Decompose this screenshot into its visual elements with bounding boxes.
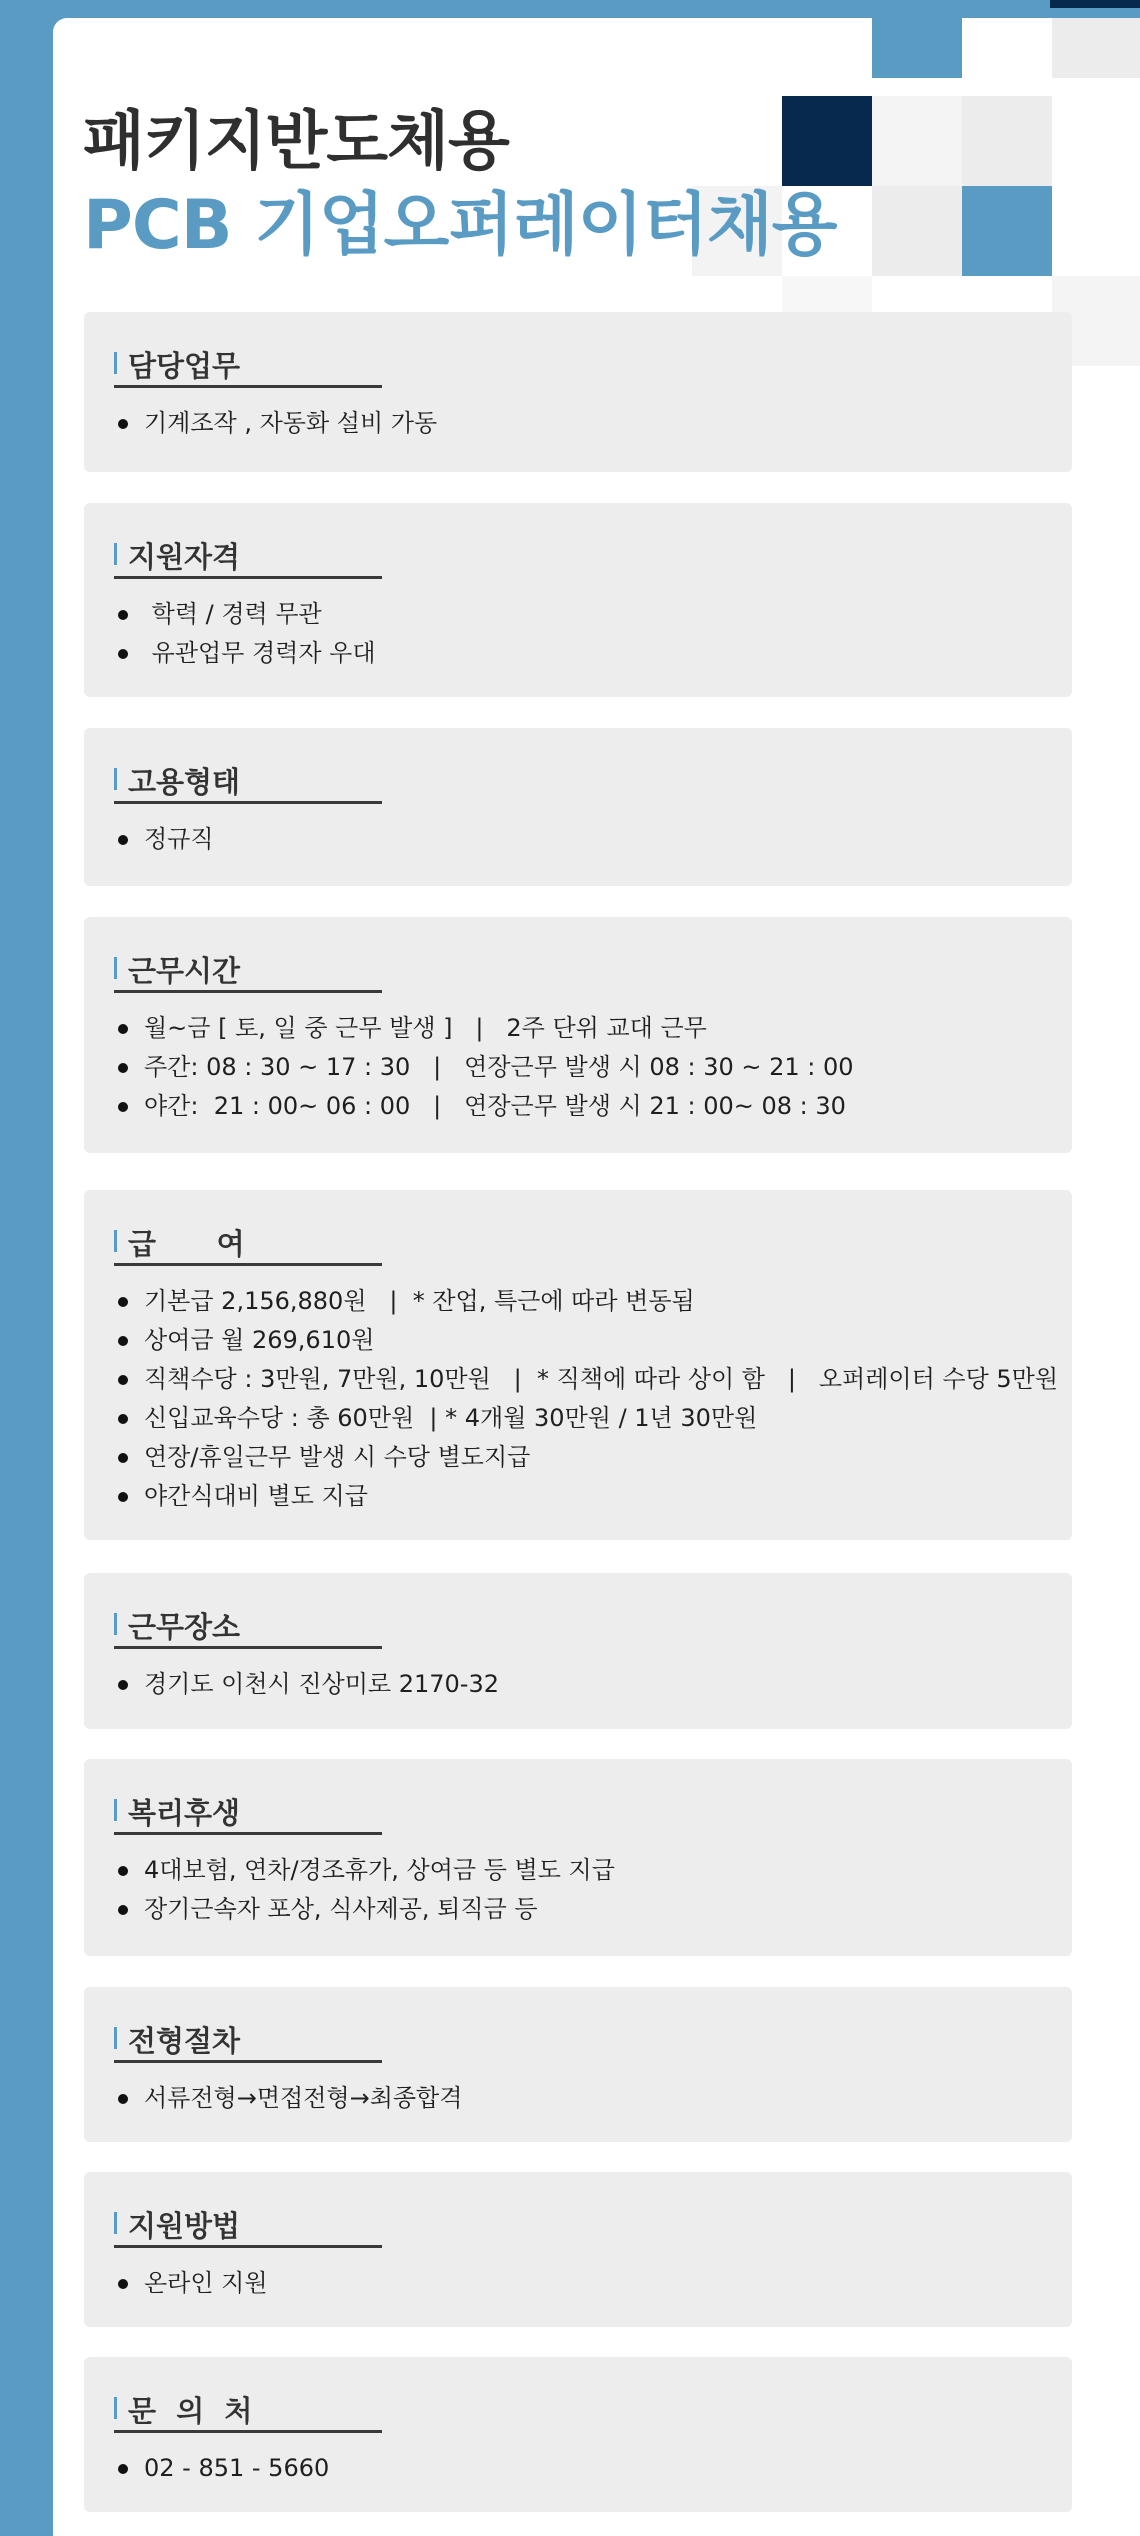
list-item: 서류전형→면접전형→최종합격 (114, 2079, 462, 2118)
section-title: 근무시간 (128, 954, 241, 988)
heading-marker (114, 2397, 117, 2419)
list-item: 야간: 21 : 00~ 06 : 00 | 연장근무 발생 시 21 : 00~ 08 : 30 (114, 1087, 854, 1126)
section-card-employment-type (84, 728, 1072, 886)
list-item: 직책수당 : 3만원, 7만원, 10만원 | * 직책에 따라 상이 함 | 오퍼레이터 수당 5만원 (114, 1360, 1058, 1399)
heading-marker (114, 543, 117, 565)
list-item: 4대보험, 연차/경조휴가, 상여금 등 별도 지급 (114, 1851, 615, 1890)
section-heading (114, 531, 382, 579)
headline-line-2: PCB 기업오퍼레이터채용 (83, 186, 837, 265)
section-heading (114, 756, 382, 804)
section-heading (114, 340, 382, 388)
section-title: 담당업무 (128, 349, 241, 383)
section-heading (114, 945, 382, 993)
decor-tile (1052, 18, 1140, 78)
list-item: 연장/휴일근무 발생 시 수당 별도지급 (114, 1438, 1058, 1477)
section-title: 지원자격 (128, 540, 241, 574)
poster-panel (53, 18, 1140, 2536)
list-item: 경기도 이천시 진상미로 2170-32 (114, 1665, 499, 1704)
section-title: 근무장소 (128, 1610, 241, 1644)
section-card-contact (84, 2357, 1072, 2512)
decor-tile (962, 186, 1052, 276)
decor-tile (872, 18, 962, 78)
section-heading (114, 1218, 382, 1266)
heading-marker (114, 768, 117, 790)
list-item: 기계조작 , 자동화 설비 가동 (114, 404, 437, 443)
decor-tile (962, 96, 1052, 186)
list-item: 장기근속자 포상, 식사제공, 퇴직금 등 (114, 1890, 615, 1929)
list-item: 온라인 지원 (114, 2264, 268, 2303)
section-list (114, 1851, 615, 1929)
list-item: 상여금 월 269,610원 (114, 1321, 1058, 1360)
decor-tile (872, 96, 962, 186)
section-heading (114, 2015, 382, 2063)
list-item: 월~금 [ 토, 일 중 근무 발생 ] | 2주 단위 교대 근무 (114, 1009, 854, 1048)
decor-tile (872, 186, 962, 276)
section-list (114, 404, 437, 443)
section-heading (114, 1787, 382, 1835)
section-list (114, 820, 214, 859)
heading-marker (114, 1799, 117, 1821)
headline-line-1: 패키지반도체용 (83, 105, 509, 179)
top-navy-strip (1050, 0, 1140, 8)
section-title: 전형절차 (128, 2024, 241, 2058)
section-list (114, 595, 376, 673)
list-item: 주간: 08 : 30 ~ 17 : 30 | 연장근무 발생 시 08 : 30 ~ 21 : 00 (114, 1048, 854, 1087)
section-list (114, 2264, 268, 2303)
section-list (114, 1282, 1058, 1516)
section-card-work-location (84, 1573, 1072, 1729)
section-heading (114, 1601, 382, 1649)
list-item: 기본급 2,156,880원 | * 잔업, 특근에 따라 변동됨 (114, 1282, 1058, 1321)
heading-marker (114, 1230, 117, 1252)
section-card-benefits (84, 1759, 1072, 1956)
list-item: 02 - 851 - 5660 (114, 2449, 329, 2488)
heading-marker (114, 352, 117, 374)
section-title: 급 여 (128, 1227, 245, 1261)
section-heading (114, 2385, 382, 2433)
list-item: 정규직 (114, 820, 214, 859)
list-item: 유관업무 경력자 우대 (114, 634, 376, 673)
section-heading (114, 2200, 382, 2248)
heading-marker (114, 957, 117, 979)
top-accent-bar (0, 0, 1140, 16)
list-item: 신입교육수당 : 총 60만원 | * 4개월 30만원 / 1년 30만원 (114, 1399, 1058, 1438)
list-item: 야간식대비 별도 지급 (114, 1477, 1058, 1516)
decor-tile (962, 18, 1052, 78)
section-title: 문 의 처 (128, 2394, 253, 2428)
section-list (114, 2449, 329, 2488)
section-card-work-hours (84, 917, 1072, 1153)
section-card-how-to-apply (84, 2172, 1072, 2327)
section-title: 고용형태 (128, 765, 241, 799)
section-card-salary (84, 1190, 1072, 1540)
section-list (114, 1665, 499, 1704)
section-card-selection-process (84, 1987, 1072, 2142)
section-list (114, 1009, 854, 1126)
section-list (114, 2079, 462, 2118)
heading-marker (114, 2027, 117, 2049)
section-title: 복리후생 (128, 1796, 241, 1830)
heading-marker (114, 2212, 117, 2234)
section-title: 지원방법 (128, 2209, 241, 2243)
section-card-qualifications (84, 503, 1072, 697)
heading-marker (114, 1613, 117, 1635)
section-card-duties (84, 312, 1072, 472)
list-item: 학력 / 경력 무관 (114, 595, 376, 634)
